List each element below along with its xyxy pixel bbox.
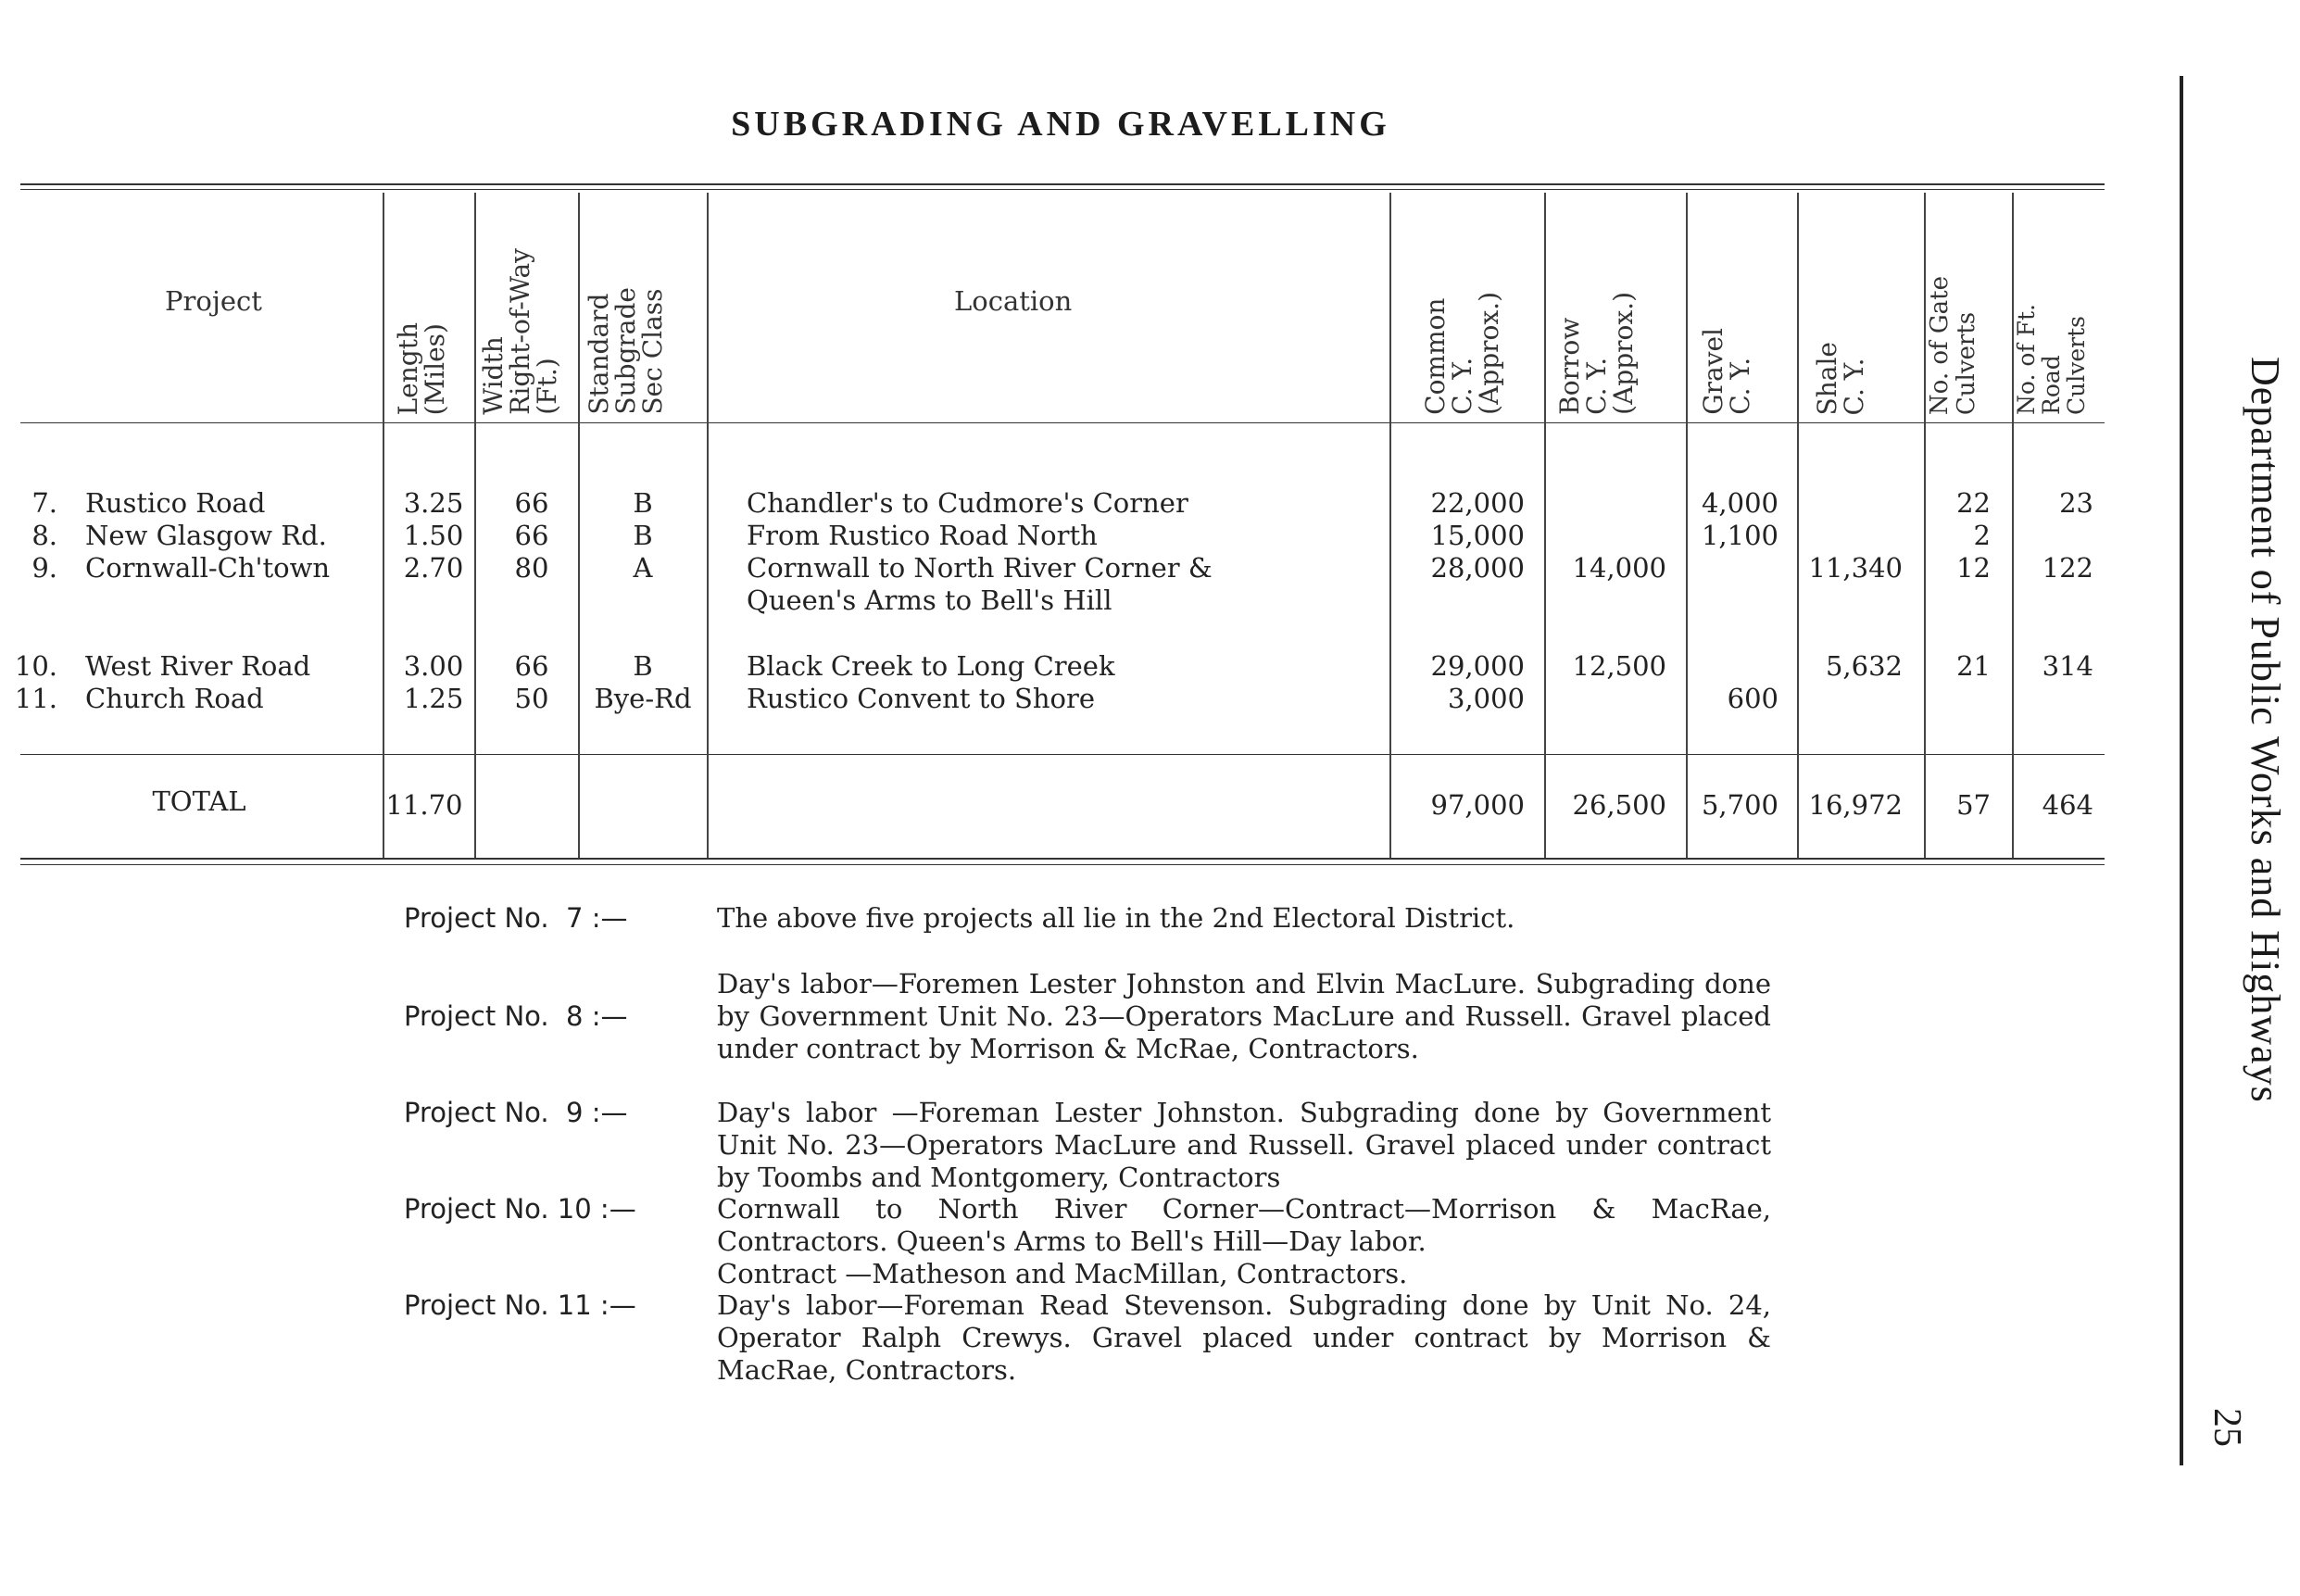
total-label: TOTAL (152, 785, 246, 817)
header-borrow: Borrow C. Y. (Approx.) (1554, 292, 1639, 415)
location-value: Chandler's to Cudmore's Corner (747, 487, 1188, 519)
project-name: Church Road (85, 683, 264, 714)
common-value: 22,000 (1430, 487, 1525, 519)
header-road-culverts: No. of Ft. Road Culverts (2013, 304, 2090, 415)
header-common: Common C. Y. (Approx.) (1420, 292, 1504, 415)
header-bottom-rule (20, 422, 2105, 423)
note-label: Project No. 8 :— (404, 1000, 628, 1032)
header-width: Width Right-of-Way (Ft.) (478, 248, 562, 415)
length-value: 2.70 (403, 552, 464, 584)
gate-culverts-value: 12 (1956, 552, 1991, 584)
total-gravel: 5,700 (1701, 789, 1778, 821)
width-value: 80 (514, 552, 549, 584)
note-text-line2: Contract —Matheson and MacMillan, Contractors. (717, 1258, 1408, 1289)
note-label: Project No. 7 :— (404, 902, 628, 934)
note-text: Day's labor—Foreman Read Stevenson. Subgrading done by Unit No. 24, Operator Ralph Crewys. Gravel placed under contract by Morrison & MacRae, Contractors. (717, 1289, 1771, 1386)
location-value: Rustico Convent to Shore (747, 683, 1096, 714)
page-edge-rule (2180, 76, 2183, 1465)
table-bottom-rule (20, 858, 2105, 860)
shale-value: 5,632 (1825, 650, 1903, 682)
row-number: 11. (14, 683, 57, 714)
table-top-rule (20, 183, 2105, 185)
gravel-value: 4,000 (1701, 487, 1778, 519)
standard-value: A (633, 552, 653, 584)
gate-culverts-value: 21 (1956, 650, 1991, 682)
page-title: SUBGRADING AND GRAVELLING (731, 105, 1390, 144)
gate-culverts-value: 2 (1973, 520, 1991, 551)
location-value: Black Creek to Long Creek (747, 650, 1115, 682)
project-name: Rustico Road (85, 487, 266, 519)
running-head: Department of Public Works and Highways (2243, 357, 2288, 1103)
total-top-rule (20, 754, 2105, 755)
note-text: The above five projects all lie in the 2nd Electoral District. (717, 902, 1515, 934)
table-bottom-rule-thin (20, 864, 2105, 865)
width-value: 66 (514, 650, 549, 682)
total-common: 97,000 (1430, 789, 1525, 821)
total-gate-culverts: 57 (1956, 789, 1991, 821)
shale-value: 11,340 (1808, 552, 1903, 584)
page-number: 25 (2206, 1408, 2248, 1447)
note-label: Project No. 11 :— (404, 1289, 636, 1321)
total-length: 11.70 (385, 789, 463, 821)
location-value: Cornwall to North River Corner & (747, 552, 1213, 584)
common-value: 29,000 (1430, 650, 1525, 682)
borrow-value: 12,500 (1572, 650, 1666, 682)
col-divider (1544, 193, 1546, 858)
location-value-line2: Queen's Arms to Bell's Hill (747, 584, 1112, 616)
row-number: 9. (31, 552, 57, 584)
table-top-rule-thin (20, 189, 2105, 190)
common-value: 3,000 (1447, 683, 1525, 714)
length-value: 3.25 (403, 487, 464, 519)
project-name: New Glasgow Rd. (85, 520, 327, 551)
row-number: 7. (31, 487, 57, 519)
header-shale: Shale C. Y. (1812, 341, 1869, 415)
project-name: West River Road (85, 650, 311, 682)
road-culverts-value: 23 (2059, 487, 2093, 519)
project-name: Cornwall-Ch'town (85, 552, 331, 584)
header-gate-culverts: No. of Gate Culverts (1926, 275, 1980, 415)
borrow-value: 14,000 (1572, 552, 1666, 584)
header-standard: Standard Subgrade Sec Class (584, 287, 668, 415)
standard-value: B (633, 520, 653, 551)
note-label: Project No. 10 :— (404, 1193, 636, 1225)
length-value: 1.25 (403, 683, 464, 714)
note-text: Day's labor—Foremen Lester Johnston and Elvin MacLure. Subgrading done by Government Unit No. 23—Operators MacLure and Russell. Gravel placed under contract by Morrison & McRae, Contractors. (717, 968, 1771, 1064)
total-road-culverts: 464 (2042, 789, 2093, 821)
header-location: Location (954, 285, 1073, 317)
gravel-value: 1,100 (1701, 520, 1778, 551)
standard-value: Bye-Rd (594, 683, 692, 714)
standard-value: B (633, 487, 653, 519)
header-length: Length (Miles) (393, 321, 450, 415)
row-number: 8. (31, 520, 57, 551)
note-label: Project No. 9 :— (404, 1097, 628, 1128)
length-value: 3.00 (403, 650, 464, 682)
note-text: Day's labor —Foreman Lester Johnston. Subgrading done by Government Unit No. 23—Operators MacLure and Russell. Gravel placed under contract by Toombs and Montgomery, Contractors (717, 1097, 1771, 1193)
location-value: From Rustico Road North (747, 520, 1098, 551)
gate-culverts-value: 22 (1956, 487, 1991, 519)
header-gravel: Gravel C. Y. (1698, 328, 1755, 415)
width-value: 50 (514, 683, 549, 714)
road-culverts-value: 314 (2042, 650, 2093, 682)
length-value: 1.50 (403, 520, 464, 551)
col-divider (1797, 193, 1799, 858)
note-text: Cornwall to North River Corner—Contract—Morrison & MacRae, Contractors. Queen's Arms to Bell's Hill—Day labor. (717, 1193, 1771, 1257)
width-value: 66 (514, 520, 549, 551)
width-value: 66 (514, 487, 549, 519)
standard-value: B (633, 650, 653, 682)
common-value: 15,000 (1430, 520, 1525, 551)
row-number: 10. (14, 650, 57, 682)
total-borrow: 26,500 (1572, 789, 1666, 821)
road-culverts-value: 122 (2042, 552, 2093, 584)
header-project: Project (165, 285, 262, 317)
total-shale: 16,972 (1808, 789, 1903, 821)
col-divider (2012, 193, 2014, 858)
gravel-value: 600 (1727, 683, 1778, 714)
common-value: 28,000 (1430, 552, 1525, 584)
